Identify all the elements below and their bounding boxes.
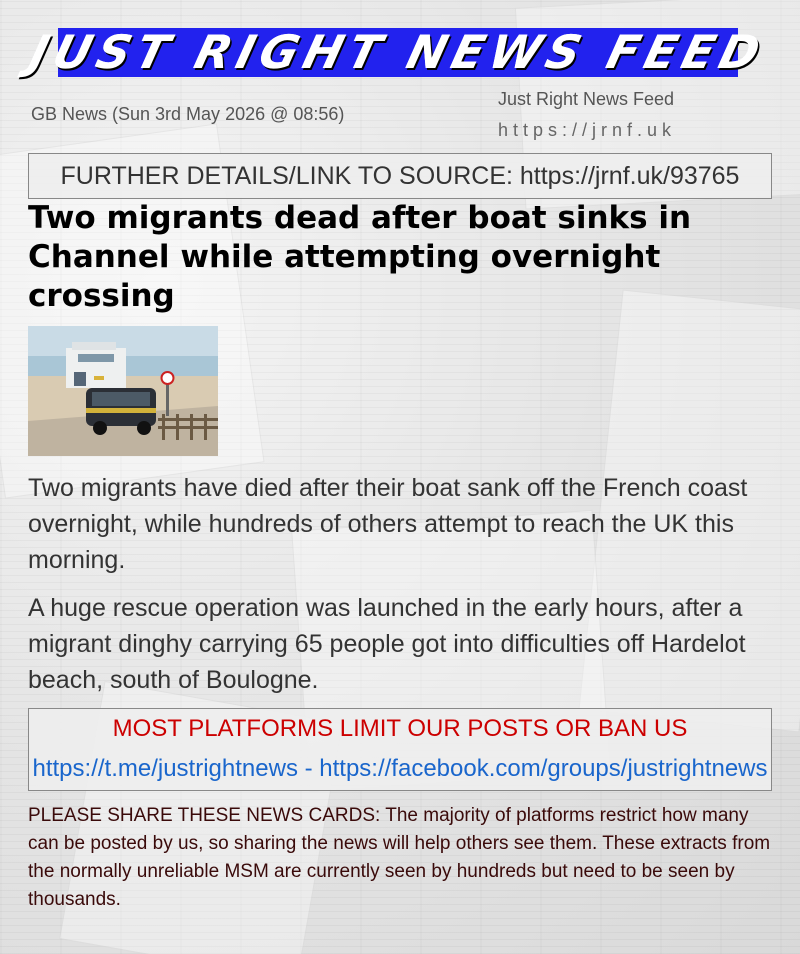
platform-notice-box xyxy=(28,708,772,791)
source-link-text[interactable]: FURTHER DETAILS/LINK TO SOURCE: https://jrnf.uk/93765 xyxy=(60,161,740,190)
source-timestamp: GB News (Sun 3rd May 2026 @ 08:56) xyxy=(31,104,345,124)
article-headline: Two migrants dead after boat sinks in Channel while attempting overnight crossing xyxy=(28,200,692,314)
banner-title: JUST RIGHT NEWS FEED xyxy=(24,25,772,79)
platform-warning: MOST PLATFORMS LIMIT OUR POSTS OR BAN US xyxy=(112,715,688,742)
brand-name: Just Right News Feed xyxy=(498,89,675,109)
article-paragraph: A huge rescue operation was launched in the early hours, after a migrant dinghy carrying 65 people got into difficulties off Hardelot beach, south of Boulogne. xyxy=(28,594,746,694)
social-links[interactable]: https://t.me/justrightnews - https://facebook.com/groups/justrightnews xyxy=(32,755,768,782)
share-appeal: PLEASE SHARE THESE NEWS CARDS: The majority of platforms restrict how many can be posted by us, so sharing the news will help others see them. These extracts from the normally unreliable MSM are currently seen by hundreds but need to be seen by thousands. xyxy=(28,805,771,910)
article-photo xyxy=(28,326,218,456)
article-paragraph: Two migrants have died after their boat sank off the French coast overnight, while hundreds of others attempt to reach the UK this morning. xyxy=(28,474,748,574)
brand-url[interactable]: https://jrnf.uk xyxy=(498,120,677,140)
site-banner xyxy=(24,25,772,79)
source-link-box[interactable] xyxy=(28,153,772,199)
